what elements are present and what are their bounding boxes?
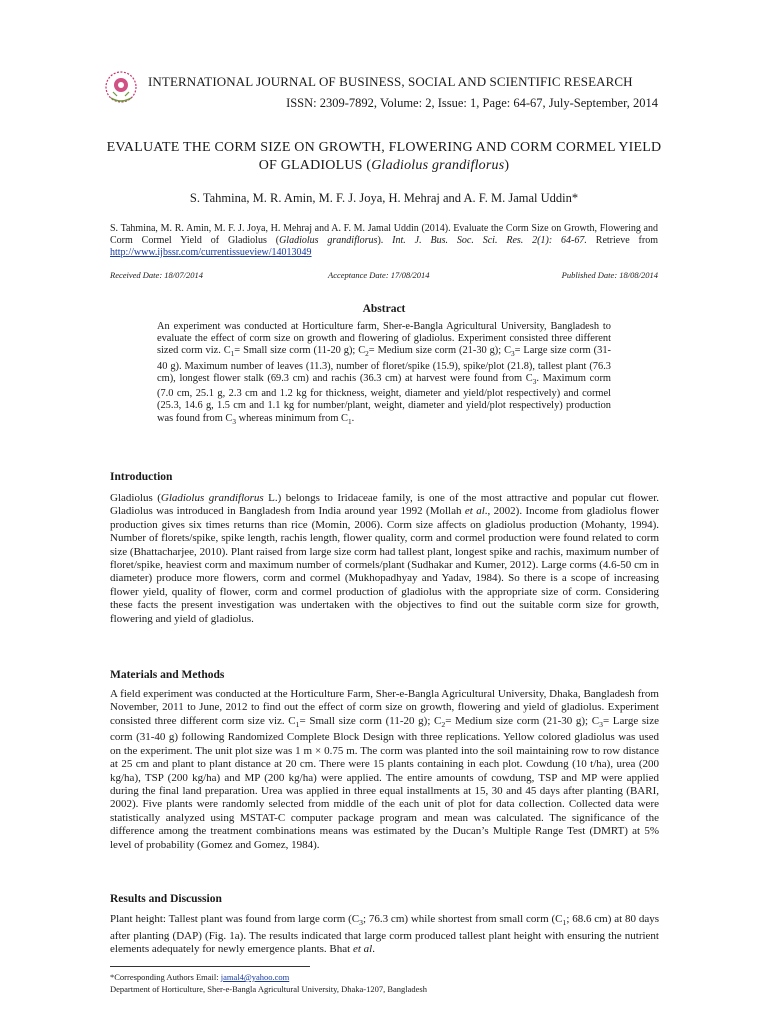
author-list: S. Tahmina, M. R. Amin, M. F. J. Joya, H. Mehraj and A. F. M. Jamal Uddin* (189, 191, 579, 205)
results-text: Plant height: Tallest plant was found from large corm ($C_3$; 76.3 cm) while shortest from small corm ($C_1$; 68.6 cm) at 80 days after planting (DAP) (Fig. 1a). The results indicated that large corm produced tallest plant height with ensuring the nutrient elements adequately for newly emergence plants. Bhat et al. (110, 913, 659, 955)
published-date: Published Date: 18/08/2014 (561, 270, 658, 280)
acceptance-date: Acceptance Date: 17/08/2014 (328, 270, 430, 280)
citation-text: S. Tahmina, M. R. Amin, M. F. J. Joya, H. Mehraj and A. F. M. Jamal Uddin (2014). Evaluate the Corm Size on Growth, Flowering and Corm Cormel Yield of Gladiolus ( (110, 223, 658, 246)
citation-url-link[interactable]: http://www.ijbssr.com/currentissueview/14013049 (110, 247, 312, 258)
paper-title (100, 139, 668, 175)
issn-line: ISSN: 2309-7892, Volume: 2, Issue: 1, Page: 64-67, July-September, 2014 (286, 96, 658, 110)
affiliation: Department of Horticulture, Sher-e-Bangla Agricultural University, Dhaka-1207, Bangladesh (110, 984, 427, 994)
abstract-heading: Abstract (362, 303, 406, 315)
footnote-divider (110, 966, 310, 967)
title-species: Gladiolus grandiflorus (371, 158, 505, 173)
citation-species: Gladiolus grandiflorus (279, 235, 378, 246)
citation-mid: ). (377, 235, 393, 246)
citation-journal: Int. J. Bus. Soc. Sci. Res. 2(1): 64-67. (392, 235, 587, 246)
dates-row (110, 270, 658, 284)
introduction-text: Gladiolus (Gladiolus grandiflorus L.) belongs to Iridaceae family, is one of the most attractive and popular cut flower. Gladiolus was introduced in Bangladesh from India around year 1992 (Mollah et al., 2002). Income from gladiolus flower production gives six times returns than rice (Momin, 2006). Corm size affects on gladiolus production (Mohanty, 1994). Number of florets/spike, spike length, rachis length, flower quality, corm and cormel production were found related to corm size (Bhattacharjee, 2010). Plant raised from large size corm had tallest plant, longest spike and rachis, maximum number of floret/spike, heaviest corm and maximum number of cormels/plant (Sudhakar and Kumer, 2012). Large corms (4.6-50 cm in diameter) produce more flowers, corm and cormel (Mukhopadhyay and Yadav, 1984). So there is a scope of increasing flower yield, quality of flower, corm and cormel production of gladiolus with the appropriate size of corm. Considering these facts the present investigation was undertaken with the objectives to find out the suitable corm size for growth, flowering and yield of gladiolus. (110, 492, 660, 625)
title-main: EVALUATE THE CORM SIZE ON GROWTH, FLOWERING AND CORM CORMEL YIELD OF GLADIOLUS ( (106, 140, 662, 173)
citation-retrieve: Retrieve from (586, 235, 658, 246)
email-link[interactable]: jamal4@yahoo.com (220, 972, 290, 982)
abstract-text: An experiment was conducted at Horticulture farm, Sher-e-Bangla Agricultural University, Bangladesh to evaluate the effect of corm size on growth and flowering of gladiolus. Experiment consisted three different sized corm viz. $C_1=$ Small size corm (11-20 g); $C_2=$ Medium size corm (21-30 g); $C_3=$ Large size corm (31-40 g). Maximum number of leaves (11.3), number of floret/spike (15.9), spike/plot (21.8), tallest plant (76.3 cm), longest flower stalk (69.3 cm) and rachis (36.3 cm) at harvest were found from $C_3$. Maximum corm (7.0 cm, 25.1 g, 2.3 cm and 1.2 kg for thickness, weight, diameter and yield/plot respectively) and cormel (25.3, 14.6 g, 1.5 cm and 1.1 kg for number/plant, weight, diameter and yield/plot respectively) production was found from $C_3$ whereas minimum from $C_1$. (157, 321, 611, 426)
methods-text: A field experiment was conducted at the Horticulture Farm, Sher-e-Bangla Agricultural University, Dhaka, Bangladesh from November, 2011 to June, 2012 to find out the effect of corm size on growth, flowering and yield of gladiolus. Experiment consisted three different corm size viz. $C_1=$ Small size corm (11-20 g); $C_2=$ Medium size corm (21-30 g); $C_3=$ Large size corm (31-40 g) following Randomized Complete Block Design with three replications. Yellow colored gladiolus was used on the experiment. The unit plot size was 1 m × 0.75 m. The corm was planted into the soil maintaining row to row distance at 25 cm and plant to plant distance at 20 cm. There were 15 plants containing in each plot. Cowdung (10 t/ha), urea (200 kg/ha), TSP (200 kg/ha) and MP (200 kg/ha) were applied. The entire amounts of cowdung, TSP and MP were applied during the final land preparation. Urea was applied in three equal installments at 15, 30 and 45 days after planting (BARI, 2002). Five plants were randomly selected from middle of the each unit of plot for data collection. Collected data were statistically analyzed using MSTAT-C computer package program and mean was calculated. The significance of the difference among the treatment combinations means was estimated by the Ducan’s Multiple Range Test (DMRT) at 5% level of probability (Gomez and Gomez, 1984). (110, 688, 659, 851)
results-heading: Results and Discussion (110, 893, 222, 905)
title-close: ) (504, 158, 510, 173)
methods-heading: Materials and Methods (110, 669, 225, 681)
introduction-heading: Introduction (110, 471, 173, 483)
citation-block (110, 223, 658, 259)
received-date: Received Date: 18/07/2014 (110, 270, 203, 280)
corresponding-email: *Corresponding Authors Email: jamal4@yahoo.com (110, 972, 290, 982)
journal-name: INTERNATIONAL JOURNAL OF BUSINESS, SOCIAL AND SCIENTIFIC RESEARCH (148, 74, 633, 89)
